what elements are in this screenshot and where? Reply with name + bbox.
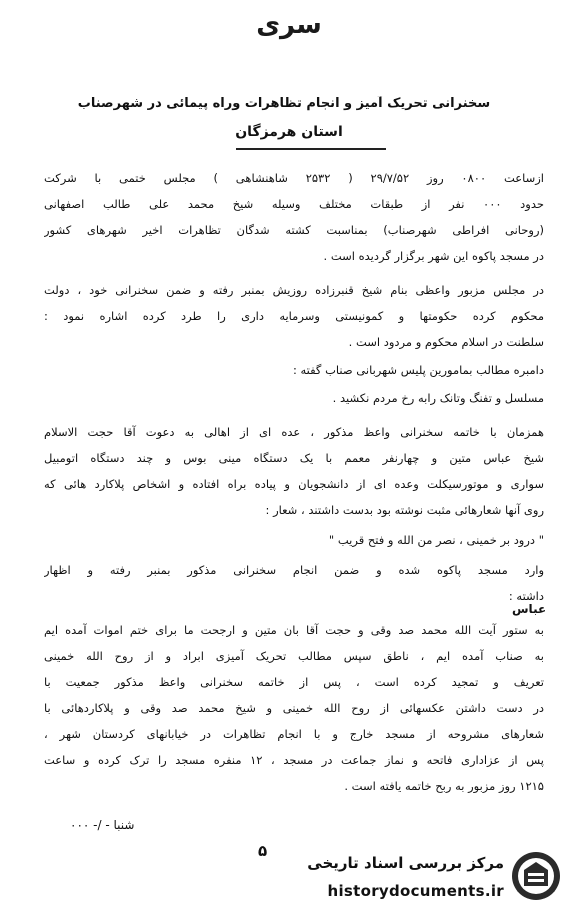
body-line: " درود بر خمینی ، نصر من الله و فتح قریب " xyxy=(328,533,544,547)
document-heading: سخنرانی تحریک آمیز و انجام تظاهرات وراه پیمائی در شهرصناب xyxy=(77,96,491,111)
body-line: به ستور آیت الله محمد صد وقی و حجت آقا بان متین و ارجحت ما برای ختم اموات آمده ایم xyxy=(44,623,544,637)
body-line: روی آنها شعارهائی مثبت نوشته بود بدست داشتند ، شعار : xyxy=(265,503,544,517)
body-line: دامبره مطالب بمامورین پلیس شهربانی صناب گفته : xyxy=(292,363,544,377)
body-line: ۱۲۱۵ روز مزبور به ربح خاتمه یافته است . xyxy=(344,779,544,793)
body-line: تعریف و تمجید کرده است ، پس از خاتمه سخنرانی واعظ مذکور جمعیت با xyxy=(44,675,544,689)
margin-handwritten-note: عباس xyxy=(512,602,547,616)
logo-name-en: historydocuments.ir xyxy=(327,882,504,900)
body-line: داشته : xyxy=(508,589,544,603)
page-marker: ۵ xyxy=(258,842,268,860)
body-line: وارد مسجد پاکوه شده و ضمن انجام سخنرانی مذکور بمنبر رفته و اظهار xyxy=(44,563,544,577)
body-line: در دست داشتن عکسهائی از روح الله خمینی و شیخ محمد صد وقی و پلاکاردهائی با xyxy=(44,701,544,715)
body-line: شعارهای مشروحه از مسجد خارج و با انجام تظاهرات در خیابانهای کردستان شهر ، xyxy=(44,727,544,741)
body-line: حدود ۰۰۰ نفر از طبقات مختلف وسیله شیخ محمد علی طالب اصفهانی xyxy=(44,197,544,211)
body-line: سواری و موتورسیکلت وعده ای از دانشجویان و پیاده براه افتاده و اشخاص پلاکارد هائی که xyxy=(44,477,544,491)
body-line: به صناب آمده ایم ، ناطق سپس مطالب تحریک آمیزی ابراد و از روح الله خمینی xyxy=(44,649,544,663)
logo-name-fa: مرکز بررسی اسناد تاریخی xyxy=(307,854,504,872)
signature-line: شنبا - /- ۰۰۰ xyxy=(70,818,135,832)
body-line: همزمان با خاتمه سخنرانی واعظ مذکور ، عده ای از اهالی به دعوت آقا حجت الاسلام xyxy=(44,425,544,439)
document-subheading: استان هرمزگان xyxy=(235,124,343,140)
body-line: مسلسل و تفنگ وتانک رابه رخ مردم نکشید . xyxy=(332,391,544,405)
site-watermark-logo xyxy=(296,848,566,908)
body-line: (روحانی افراطی شهرصناب) بمناسبت کشته شدگان تظاهرات اخیر شهرهای کشور xyxy=(44,223,544,237)
body-line: شیخ عباس متین و چهارنفر معمم با یک دستگاه مینی بوس و چند دستگاه اتومبیل xyxy=(44,451,544,465)
body-line: پس از عزاداری فاتحه و نماز جماعت در مسجد ، ۱۲ منفره مسجد را ترک کرده و ساعت xyxy=(44,753,544,767)
classification-stamp: سری xyxy=(256,10,322,40)
body-line: ازساعت ۰۸۰۰ روز ۲۹/۷/۵۲ ( ۲۵۳۲ شاهنشاهی ) مجلس ختمی با شرکت xyxy=(44,171,544,185)
body-line: محکوم کرده حکومتها و کمونیستی وسرمایه داری را طرد کرده اشاره نمود : xyxy=(44,309,544,323)
body-line: سلطنت در اسلام محکوم و مردود است . xyxy=(348,335,544,349)
archive-emblem-icon xyxy=(510,850,562,902)
subheading-underline xyxy=(236,148,386,150)
body-line: در مسجد پاکوه این شهر برگزار گردیده است . xyxy=(323,249,544,263)
body-line: در مجلس مزبور واعظی بنام شیخ قنبرزاده روزیش بمنبر رفته و ضمن سخنرانی خود ، دولت xyxy=(44,283,544,297)
